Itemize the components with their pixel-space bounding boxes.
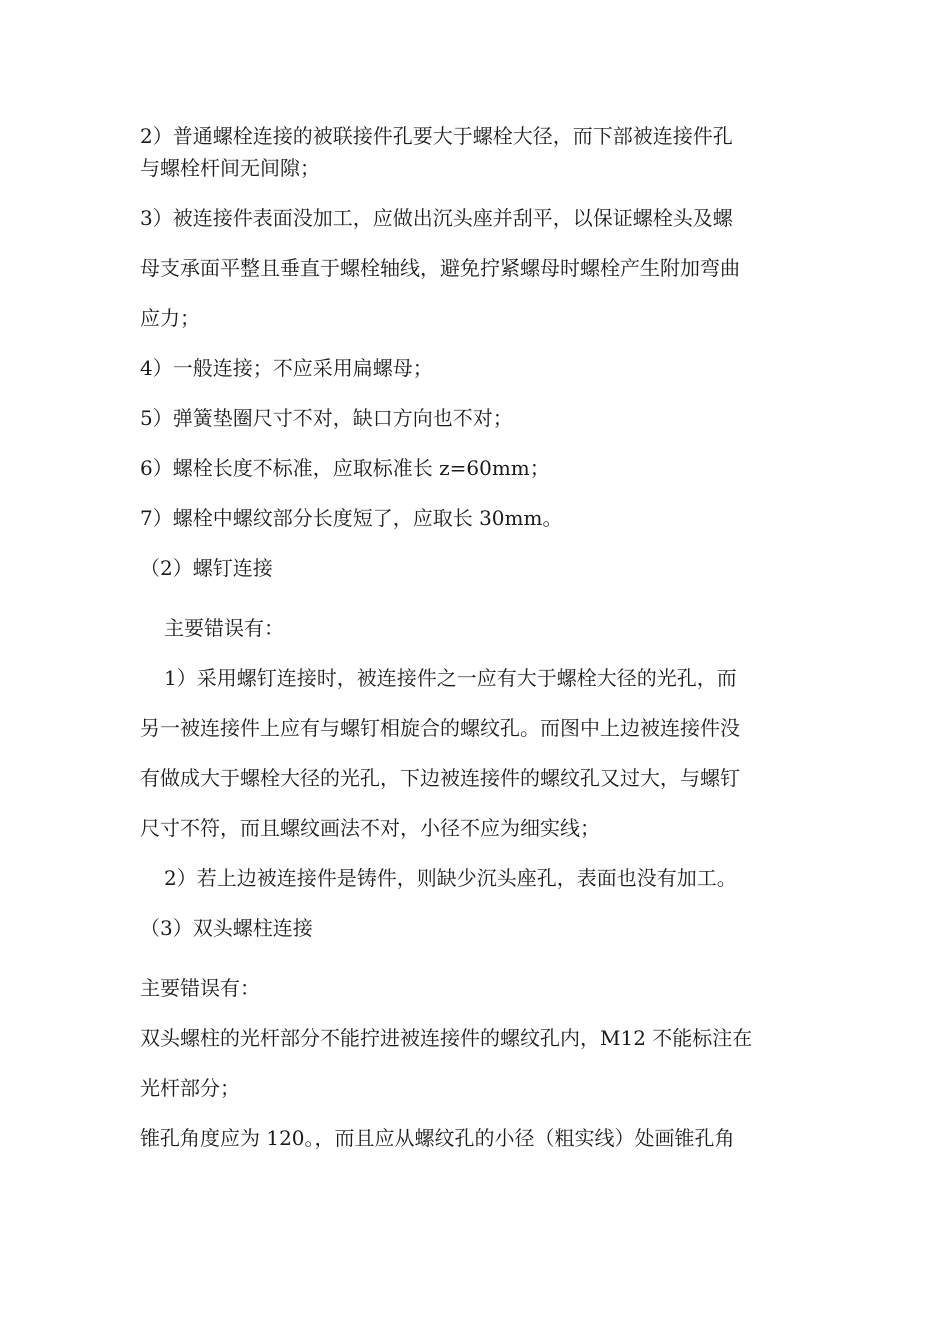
screw-section-heading: （2）螺钉连接: [140, 556, 273, 580]
bolt-item-3-line-1: 3）被连接件表面没加工，应做出沉头座并刮平，以保证螺栓头及螺: [140, 206, 733, 230]
screw-section-intro: 主要错误有：: [164, 616, 284, 640]
bolt-item-5: 5）弹簧垫圈尺寸不对，缺口方向也不对；: [140, 406, 513, 430]
bolt-item-2-line-2: 与螺栓杆间无间隙；: [140, 156, 320, 180]
bolt-item-3-line-2: 母支承面平整且垂直于螺栓轴线，避免拧紧螺母时螺栓产生附加弯曲: [140, 256, 740, 280]
bolt-item-2-line-1: 2）普通螺栓连接的被联接件孔要大于螺栓大径，而下部被连接件孔: [140, 124, 733, 148]
stud-item-2-line-1: 锥孔角度应为 120。，而且应从螺纹孔的小径（粗实线）处画锥孔角: [140, 1126, 735, 1150]
bolt-item-7: 7）螺栓中螺纹部分长度短了，应取长 30mm。: [140, 506, 563, 530]
screw-item-1-line-4: 尺寸不符，而且螺纹画法不对，小径不应为细实线；: [140, 816, 600, 840]
bolt-item-3-line-3: 应力；: [140, 306, 200, 330]
bolt-item-6: 6）螺栓长度不标准，应取标准长 z=60mm；: [140, 456, 550, 480]
screw-item-1-line-3: 有做成大于螺栓大径的光孔，下边被连接件的螺纹孔又过大，与螺钉: [140, 766, 740, 790]
stud-section-heading: （3）双头螺柱连接: [140, 916, 313, 940]
stud-item-1-line-2: 光杆部分；: [140, 1076, 240, 1100]
screw-item-2: 2）若上边被连接件是铸件，则缺少沉头座孔，表面也没有加工。: [164, 866, 737, 890]
document-page: [140, 120, 820, 1154]
screw-item-1-line-1: 1）采用螺钉连接时，被连接件之一应有大于螺栓大径的光孔，而: [164, 666, 737, 690]
bolt-item-4: 4）一般连接；不应采用扁螺母；: [140, 356, 433, 380]
stud-item-1-line-1: 双头螺柱的光杆部分不能拧进被连接件的螺纹孔内，M12 不能标注在: [140, 1026, 753, 1050]
screw-item-1-line-2: 另一被连接件上应有与螺钉相旋合的螺纹孔。而图中上边被连接件没: [140, 716, 740, 740]
stud-section-intro: 主要错误有：: [140, 976, 260, 1000]
